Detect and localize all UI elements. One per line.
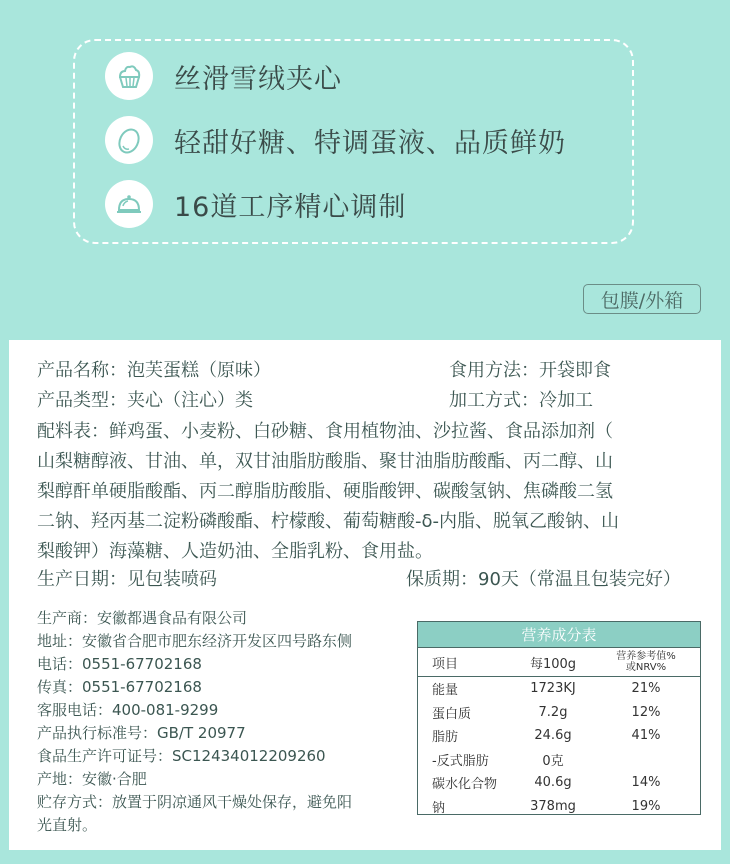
table-row: 能量 1723KJ 21%: [432, 681, 661, 699]
production-date: 生产日期：见包装喷码: [37, 569, 217, 590]
manufacturer-line: 产品执行标准号：GB/T 20977: [37, 724, 246, 742]
manufacturer-line: 食品生产许可证号：SC12434012209260: [37, 747, 326, 765]
ingredients-line: 配料表：鲜鸡蛋、小麦粉、白砂糖、食用植物油、沙拉酱、食品添加剂（: [37, 421, 613, 442]
header-item: 项目: [432, 656, 459, 672]
cake-icon: [105, 52, 153, 100]
pack-label: 包膜/外箱: [583, 284, 701, 314]
product-type: 产品类型：夹心（注心）类: [37, 390, 253, 411]
feature-text: 16道工序精心调制: [174, 191, 407, 223]
manufacturer-line: 产地：安徽·合肥: [37, 770, 147, 788]
table-row: -反式脂肪 0克: [432, 753, 564, 769]
manufacturer-line: 电话：0551-67702168: [37, 655, 202, 673]
header-per100g: 每100g: [529, 656, 577, 672]
cloche-icon: [105, 180, 153, 228]
feature-item: [105, 116, 566, 164]
ingredients-line: 二钠、羟丙基二淀粉磷酸酯、柠檬酸、葡萄糖酸-δ-内脂、脱氧乙酸钠、山: [37, 511, 619, 532]
egg-icon: [105, 116, 153, 164]
usage-method: 食用方法：开袋即食: [449, 360, 611, 381]
manufacturer-line: 光直射。: [37, 816, 98, 834]
header-nrv: 营养参考值% 或NRV%: [616, 651, 676, 673]
feature-text: 轻甜好糖、特调蛋液、品质鲜奶: [174, 127, 566, 159]
table-row: 钠 378mg 19%: [432, 798, 661, 816]
nutrition-header-row: [418, 648, 700, 677]
ingredients-line: 山梨糖醇液、甘油、单，双甘油脂肪酸脂、聚甘油脂肪酸酯、丙二醇、山: [37, 451, 613, 472]
nutrition-table: [417, 621, 701, 815]
feature-item: [105, 52, 342, 100]
ingredients-line: 梨醇酐单硬脂酸酯、丙二醇脂肪酸脂、硬脂酸钾、碳酸氢钠、焦磷酸二氢: [37, 481, 613, 502]
table-row: 蛋白质 7.2g 12%: [432, 704, 661, 722]
processing-method: 加工方式：冷加工: [449, 390, 593, 411]
manufacturer-line: 客服电话：400-081-9299: [37, 701, 219, 719]
shelf-life: 保质期：90天（常温且包装完好）: [406, 569, 681, 590]
manufacturer-line: 生产商：安徽都遇食品有限公司: [37, 609, 248, 627]
manufacturer-line: 贮存方式：放置于阴凉通风干燥处保存，避免阳: [37, 793, 353, 811]
feature-text: 丝滑雪绒夹心: [174, 63, 342, 95]
product-name: 产品名称：泡芙蛋糕（原味）: [37, 360, 271, 381]
table-row: 脂肪 24.6g 41%: [432, 728, 661, 746]
manufacturer-line: 地址：安徽省合肥市肥东经济开发区四号路东侧: [37, 632, 353, 650]
ingredients-line: 梨酸钾）海藻糖、人造奶油、全脂乳粉、食用盐。: [37, 541, 433, 562]
feature-item: [105, 180, 406, 228]
table-row: 碳水化合物 40.6g 14%: [432, 775, 661, 793]
feature-box: [73, 39, 634, 244]
product-info-card: [9, 340, 721, 850]
manufacturer-line: 传真：0551-67702168: [37, 678, 202, 696]
nutrition-title: 营养成分表: [418, 622, 700, 648]
